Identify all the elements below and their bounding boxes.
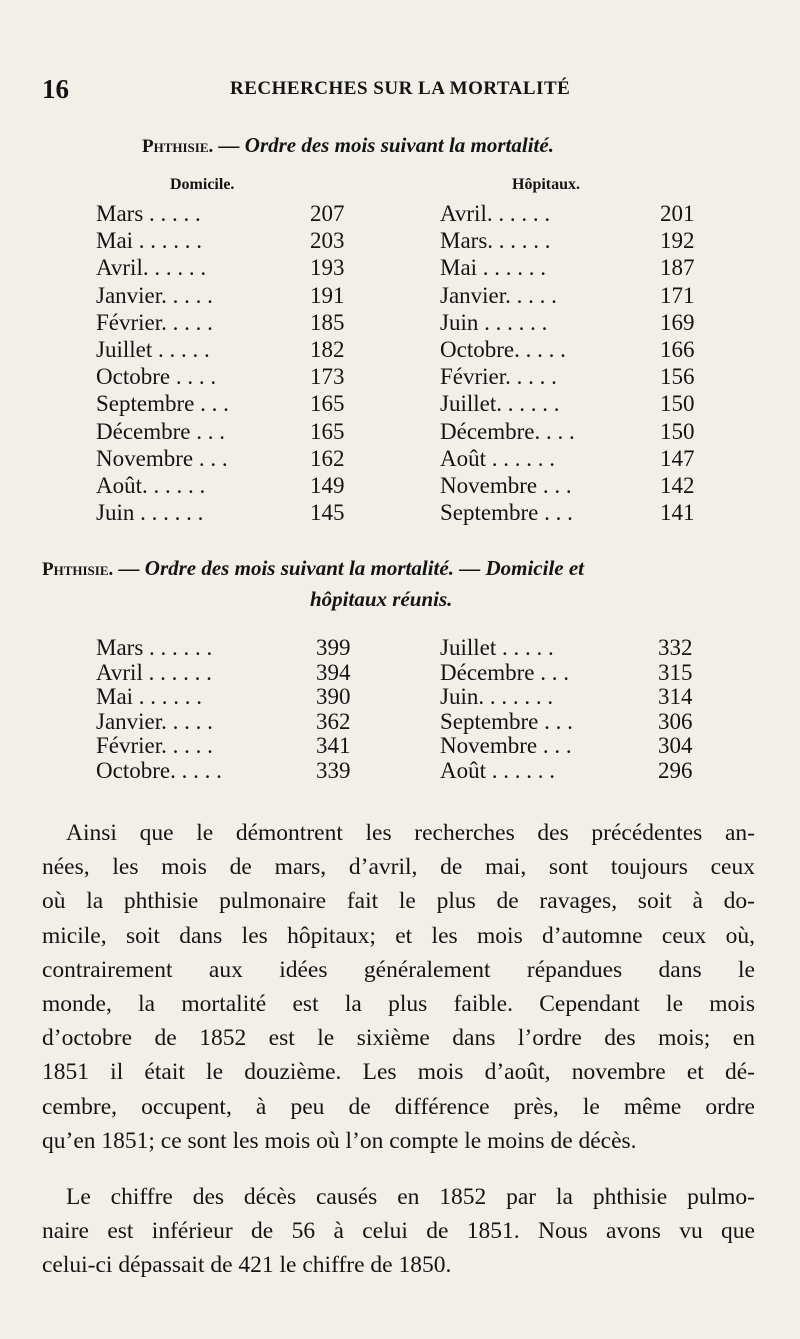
table-row <box>96 254 376 281</box>
death-count: 296 <box>658 757 693 783</box>
month-label: Mai . . . . . . <box>96 684 203 709</box>
table-row <box>96 472 376 499</box>
death-count: 362 <box>316 708 351 734</box>
text-line: 1851 il était le douzième. Les mois d’août, novembre et dé- <box>42 1059 755 1086</box>
month-label: Septembre . . . <box>440 500 573 526</box>
death-count: 150 <box>660 391 695 417</box>
death-count: 341 <box>316 733 351 758</box>
table-row <box>440 418 710 445</box>
section2-heading-cont: hôpitaux réunis. <box>310 587 453 611</box>
running-title: RECHERCHES SUR LA MORTALITÉ <box>230 78 571 99</box>
death-count: 390 <box>316 684 351 709</box>
death-count: 182 <box>310 336 345 362</box>
death-count: 149 <box>310 472 345 498</box>
month-label: Octobre . . . . <box>96 364 217 390</box>
section2-title-line1 <box>42 556 584 581</box>
month-label: Mars . . . . . <box>96 201 201 226</box>
death-count: 145 <box>310 500 345 526</box>
month-label: Avril. . . . . . <box>96 255 207 281</box>
body-paragraph-1 <box>42 816 755 1158</box>
month-label: Mai . . . . . . <box>440 255 547 281</box>
month-label: Janvier. . . . . <box>96 708 213 734</box>
domicile-table <box>96 200 376 526</box>
death-count: 339 <box>316 757 351 783</box>
hopitaux-heading: Hôpitaux. <box>512 176 581 193</box>
month-label: Juin. . . . . . . <box>440 684 554 709</box>
table-row <box>96 336 376 363</box>
table-row <box>96 282 376 309</box>
section2-lead: Phthisie. <box>42 559 114 580</box>
month-label: Janvier. . . . . <box>440 282 557 308</box>
death-count: 171 <box>660 282 695 308</box>
death-count: 192 <box>660 228 695 254</box>
month-label: Décembre . . . <box>96 418 225 444</box>
death-count: 306 <box>658 708 693 734</box>
table-row <box>96 309 376 336</box>
table-row <box>440 499 710 526</box>
section2-title-line2 <box>310 587 452 612</box>
table-row <box>96 499 376 526</box>
death-count: 147 <box>660 445 695 471</box>
death-count: 169 <box>660 309 695 335</box>
death-count: 191 <box>310 282 345 308</box>
month-label: Août . . . . . . <box>440 757 555 783</box>
month-label: Novembre . . . <box>96 445 228 471</box>
table-row <box>96 227 376 254</box>
table-row <box>440 309 710 336</box>
table-row <box>96 759 366 784</box>
month-label: Décembre. . . . <box>440 418 575 444</box>
body-paragraph-2 <box>42 1180 755 1283</box>
table-row <box>96 363 376 390</box>
death-count: 141 <box>660 500 695 526</box>
month-label: Mars . . . . . . <box>96 635 213 660</box>
table-row <box>440 759 702 784</box>
month-label: Octobre. . . . . <box>440 336 566 362</box>
text-line: cembre, occupent, à peu de différence près, le même ordre <box>42 1093 755 1120</box>
death-count: 150 <box>660 418 695 444</box>
death-count: 162 <box>310 445 345 471</box>
table-row <box>440 336 710 363</box>
table-row <box>96 418 376 445</box>
table-row <box>440 472 710 499</box>
death-count: 187 <box>660 255 695 281</box>
death-count: 142 <box>660 472 695 498</box>
page-header <box>42 74 740 108</box>
text-line: qu’en 1851; ce sont les mois où l’on compte le moins de décès. <box>42 1127 637 1154</box>
month-label: Juillet. . . . . . <box>440 391 560 417</box>
table-row <box>96 661 366 686</box>
table-row <box>96 710 366 735</box>
text-line: d’octobre de 1852 est le sixième dans l’ordre des mois; en <box>42 1025 755 1052</box>
text-line: monde, la mortalité est la plus faible. Cependant le mois <box>42 991 755 1018</box>
death-count: 304 <box>658 733 693 758</box>
month-label: Août. . . . . . <box>96 472 206 498</box>
table-row <box>440 200 710 227</box>
month-label: Juillet . . . . . <box>96 336 210 362</box>
month-label: Novembre . . . <box>440 733 572 758</box>
death-count: 201 <box>660 201 695 226</box>
table-row <box>440 710 702 735</box>
text-line: naire est inférieur de 56 à celui de 1851. Nous avons vu que <box>42 1218 755 1245</box>
domicile-heading: Domicile. <box>170 176 235 193</box>
month-label: Février. . . . . <box>440 364 557 390</box>
text-line: où la phthisie pulmonaire fait le plus de ravages, soit à do- <box>42 888 755 915</box>
death-count: 314 <box>658 684 693 709</box>
death-count: 207 <box>310 201 345 226</box>
table-row <box>96 636 366 661</box>
text-line: contrairement aux idées généralement répandues dans le <box>42 956 755 983</box>
death-count: 173 <box>310 364 345 390</box>
month-label: Novembre . . . <box>440 472 572 498</box>
death-count: 165 <box>310 418 345 444</box>
section1-heading: — Ordre des mois suivant la mortalité. <box>218 133 554 157</box>
death-count: 165 <box>310 391 345 417</box>
table-row <box>440 227 710 254</box>
table-row <box>96 734 366 759</box>
text-line: celui-ci dépassait de 421 le chiffre de 1850. <box>42 1252 452 1279</box>
table-row <box>440 445 710 472</box>
table-row <box>440 734 702 759</box>
page-number: 16 <box>42 74 69 104</box>
death-count: 394 <box>316 659 351 685</box>
month-label: Juillet . . . . . <box>440 635 554 660</box>
month-label: Février. . . . . <box>96 733 213 758</box>
hopitaux-table <box>440 200 710 526</box>
month-label: Juin . . . . . . <box>96 500 204 526</box>
section1-title <box>142 133 554 158</box>
death-count: 193 <box>310 255 345 281</box>
table-row <box>440 661 702 686</box>
month-label: Septembre . . . <box>96 391 229 417</box>
death-count: 399 <box>316 635 351 660</box>
table-row <box>440 282 710 309</box>
table-row <box>440 390 710 417</box>
month-label: Avril . . . . . . <box>96 659 212 685</box>
month-label: Février. . . . . <box>96 309 213 335</box>
month-label: Août . . . . . . <box>440 445 555 471</box>
table-row <box>440 363 710 390</box>
text-line: Le chiffre des décès causés en 1852 par la phthisie pulmo- <box>66 1184 755 1210</box>
month-label: Septembre . . . <box>440 708 573 734</box>
table-row <box>96 445 376 472</box>
text-line: Ainsi que le démontrent les recherches des précédentes an- <box>66 820 755 846</box>
text-line: micile, soit dans les hôpitaux; et les mois d’automne ceux où, <box>42 922 755 949</box>
table-row <box>440 254 710 281</box>
section2-heading: — Ordre des mois suivant la mortalité. — Domicile et <box>118 556 585 580</box>
section1-lead: Phthisie. <box>142 136 214 157</box>
table-row <box>96 390 376 417</box>
month-label: Mai . . . . . . <box>96 228 203 254</box>
death-count: 156 <box>660 364 695 390</box>
month-label: Avril. . . . . . <box>440 201 551 226</box>
month-label: Octobre. . . . . <box>96 757 222 783</box>
death-count: 315 <box>658 659 693 685</box>
death-count: 332 <box>658 635 693 660</box>
month-label: Décembre . . . <box>440 659 569 685</box>
month-label: Mars. . . . . . <box>440 228 551 254</box>
combined-table-right <box>440 636 702 783</box>
month-label: Janvier. . . . . <box>96 282 213 308</box>
death-count: 203 <box>310 228 345 254</box>
table-row <box>440 636 702 661</box>
month-label: Juin . . . . . . <box>440 309 548 335</box>
table-row <box>96 685 366 710</box>
death-count: 166 <box>660 336 695 362</box>
death-count: 185 <box>310 309 345 335</box>
table-row <box>440 685 702 710</box>
text-line: nées, les mois de mars, d’avril, de mai, sont toujours ceux <box>42 854 755 881</box>
combined-table-left <box>96 636 366 783</box>
table-row <box>96 200 376 227</box>
